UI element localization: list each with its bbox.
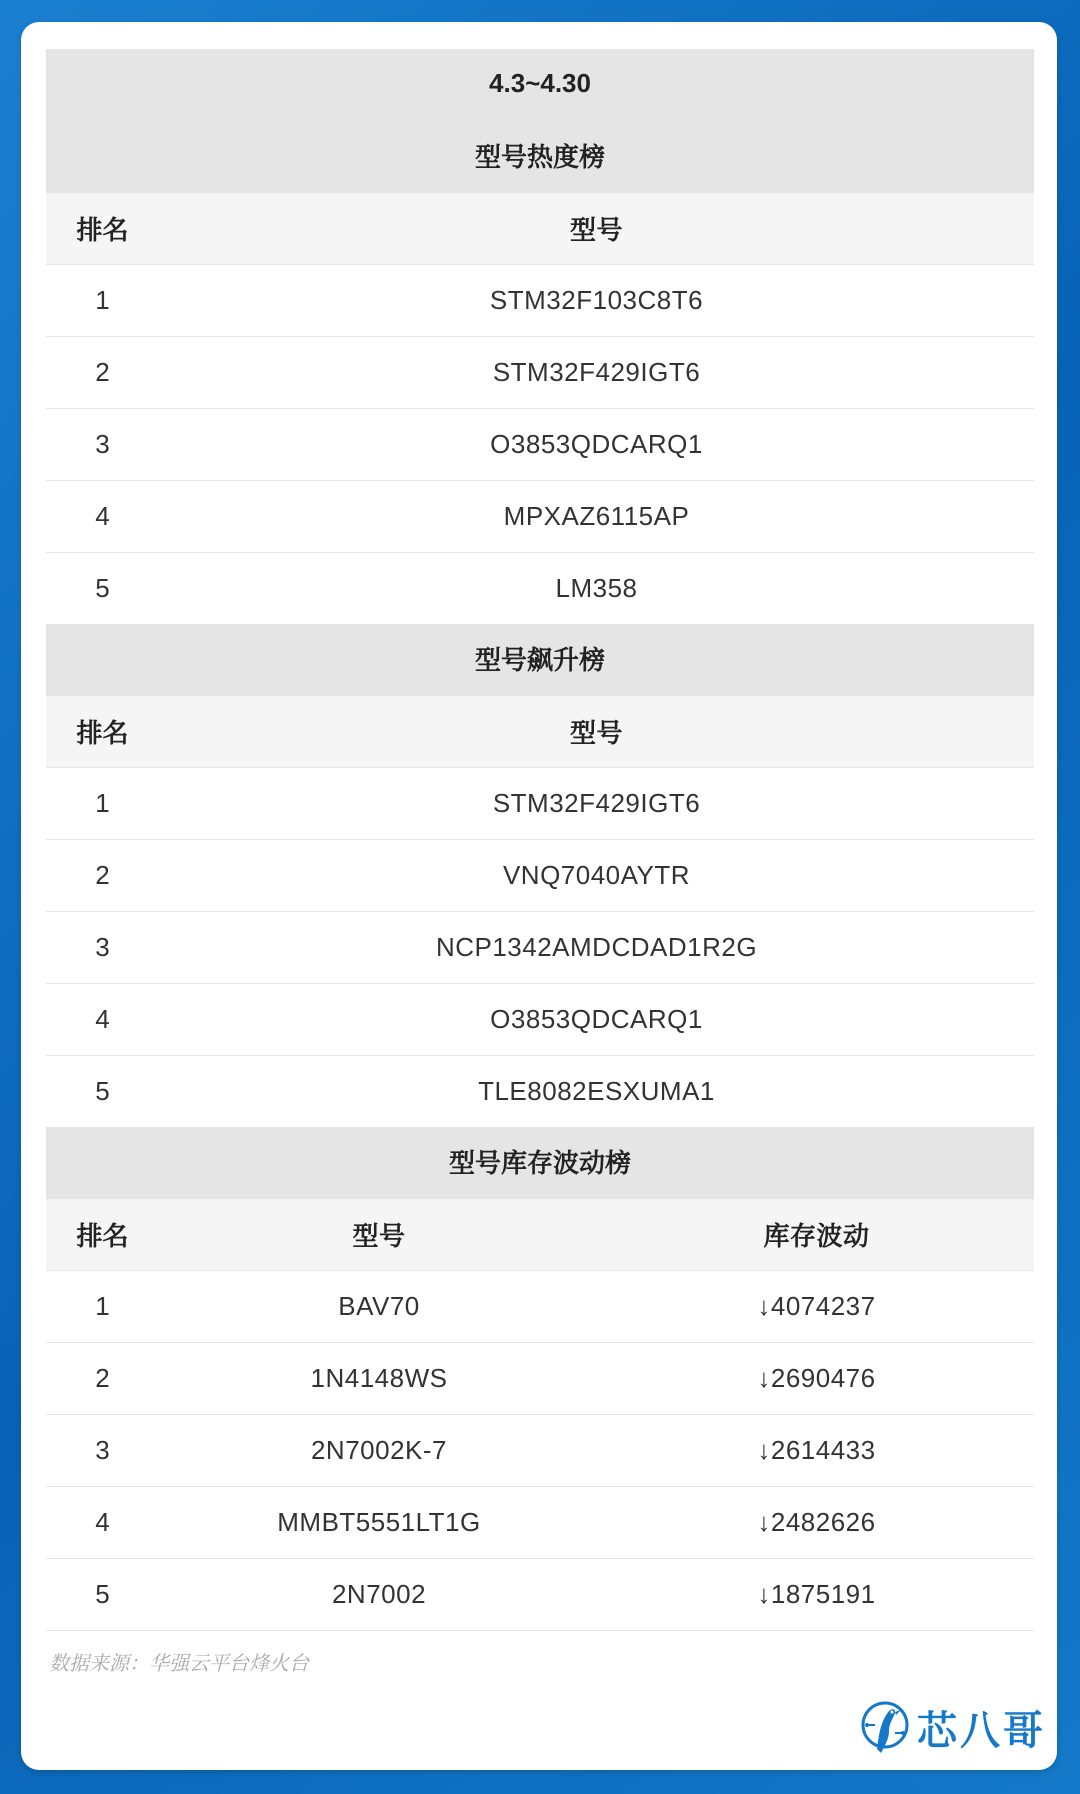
rank-cell: 3 [95, 429, 110, 459]
rank-cell: 2 [95, 1363, 110, 1393]
model-cell: STM32F103C8T6 [489, 285, 704, 315]
rank-cell: 5 [95, 1076, 110, 1106]
brand-logo [859, 1692, 1046, 1762]
bird-chip-icon [859, 1697, 911, 1757]
model-cell: MMBT5551LT1G [277, 1507, 481, 1537]
model-cell: LM358 [555, 573, 638, 603]
date-range: 4.3~4.30 [489, 68, 591, 98]
model-cell: STM32F429IGT6 [492, 788, 701, 818]
table-row [46, 265, 1034, 337]
rank-header: 排名 [76, 718, 129, 748]
table-row [46, 481, 1034, 553]
table-row [46, 1559, 1034, 1631]
stock-list-header-row [46, 1199, 1034, 1271]
table-row [46, 984, 1034, 1056]
model-cell: O3853QDCARQ1 [490, 429, 703, 459]
ranking-table [46, 49, 1034, 1631]
model-header: 型号 [569, 718, 623, 748]
stock-change-cell: ↓2690476 [757, 1363, 876, 1393]
model-cell: 1N4148WS [310, 1363, 448, 1393]
table-row [46, 768, 1034, 840]
rank-cell: 1 [95, 1291, 110, 1321]
hot-list-heading: 型号热度榜 [474, 142, 605, 172]
stock-list-title: 型号库存波动榜 [46, 1127, 1034, 1199]
table-row [46, 337, 1034, 409]
table-row [46, 1415, 1034, 1487]
rank-header: 排名 [76, 215, 129, 245]
table-row [46, 1487, 1034, 1559]
rank-cell: 1 [95, 285, 110, 315]
model-header: 型号 [352, 1221, 406, 1251]
brand-name: 芯八哥 [917, 1708, 1046, 1753]
model-cell: MPXAZ6115AP [503, 501, 690, 531]
model-cell: TLE8082ESXUMA1 [478, 1076, 715, 1106]
rank-cell: 1 [95, 788, 110, 818]
rank-cell: 4 [95, 1507, 110, 1537]
table-row [46, 1271, 1034, 1343]
stock-change-cell: ↓4074237 [757, 1291, 876, 1321]
model-header: 型号 [569, 215, 623, 245]
rank-cell: 3 [95, 1435, 110, 1465]
model-cell: NCP1342AMDCDAD1R2G [435, 932, 758, 962]
rank-cell: 4 [95, 1004, 110, 1034]
content-card [21, 22, 1057, 1770]
table-row [46, 553, 1034, 624]
hot-list-header-row [46, 193, 1034, 265]
rank-cell: 2 [95, 357, 110, 387]
hot-list-title [46, 49, 1034, 193]
table-row [46, 912, 1034, 984]
table-row [46, 1343, 1034, 1415]
stock-change-cell: ↓2482626 [757, 1507, 876, 1537]
model-cell: STM32F429IGT6 [492, 357, 701, 387]
rank-cell: 5 [95, 573, 110, 603]
rise-list-title: 型号飙升榜 [46, 624, 1034, 696]
table-row [46, 1056, 1034, 1127]
stock-change-header: 库存波动 [763, 1221, 870, 1251]
data-source-note: 数据来源：华强云平台烽火台 [49, 1653, 309, 1675]
model-cell: BAV70 [338, 1291, 420, 1321]
stock-change-cell: ↓2614433 [757, 1435, 876, 1465]
rank-header: 排名 [76, 1221, 129, 1251]
rank-cell: 3 [95, 932, 110, 962]
model-cell: VNQ7040AYTR [502, 860, 691, 890]
table-row [46, 409, 1034, 481]
stock-change-cell: ↓1875191 [757, 1579, 876, 1609]
rank-cell: 4 [95, 501, 110, 531]
model-cell: O3853QDCARQ1 [490, 1004, 703, 1034]
rise-list-header-row [46, 696, 1034, 768]
rank-cell: 5 [95, 1579, 110, 1609]
rank-cell: 2 [95, 860, 110, 890]
model-cell: 2N7002 [331, 1579, 427, 1609]
table-row [46, 840, 1034, 912]
model-cell: 2N7002K-7 [310, 1435, 448, 1465]
